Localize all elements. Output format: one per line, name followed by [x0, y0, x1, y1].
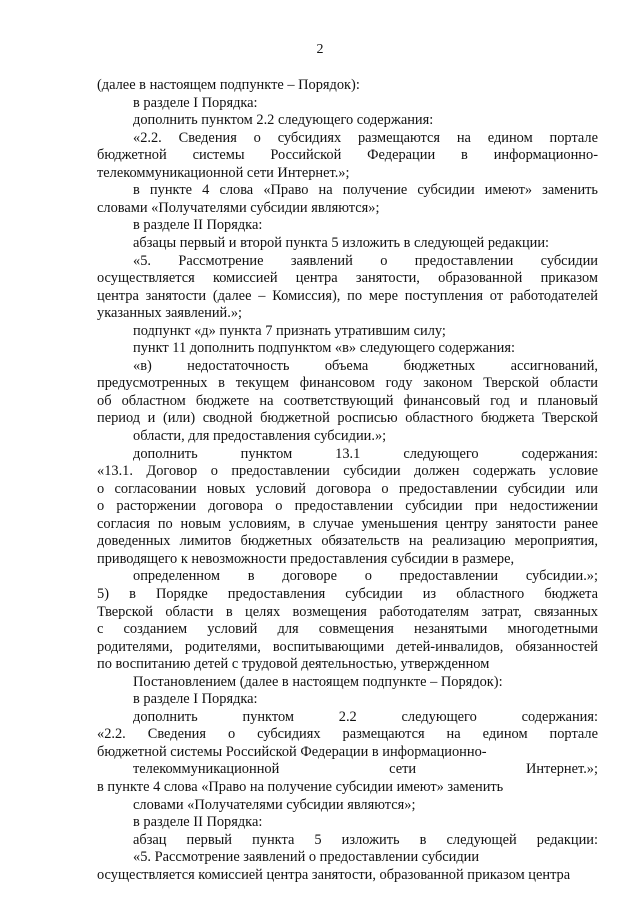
text-line: бюджетной системы Российской Федерации в информационно- — [97, 744, 487, 760]
page-number: 2 — [316, 42, 324, 57]
text-line: подпункт «д» пункта 7 признать утратившим силу; — [133, 323, 446, 339]
text-line: в разделе II Порядка: — [133, 814, 263, 830]
text-line: «2.2. Сведения о субсидиях размещаются на едином портале — [133, 130, 598, 146]
text-line: указанных заявлений.»; — [97, 305, 243, 321]
text-line: осуществляется комиссией центра занятости, образованной приказом центра — [97, 867, 571, 883]
text-line: «5. Рассмотрение заявлений о предоставлении субсидии — [133, 253, 598, 269]
text-line: в пункте 4 слова «Право на получение субсидии имеют» заменить — [97, 779, 504, 795]
text-line: абзацы первый и второй пункта 5 изложить в следующей редакции: — [133, 235, 550, 251]
text-line: период и (или) сводной бюджетной росписью областного бюджета Тверской — [97, 410, 598, 426]
text-line: в пункте 4 слова «Право на получение субсидии имеют» заменить — [133, 182, 598, 198]
text-line: об областном бюджете на соответствующий финансовый год и плановый — [97, 393, 598, 409]
text-line: с созданием условий для совмещения незанятыми многодетными — [97, 621, 598, 637]
text-line: телекоммуникационной сети Интернет.»; — [133, 761, 598, 777]
text-line: центра занятости (далее – Комиссия), по мере поступления от работодателей — [97, 288, 598, 304]
text-line: о согласовании новых условий договора о предоставлении субсидии или — [97, 481, 598, 497]
text-line: словами «Получателями субсидии являются»; — [133, 797, 416, 813]
text-line: Тверской области в целях возмещения работодателям затрат, связанных — [97, 604, 598, 620]
text-line: родителями, родителями, воспитывающими детей-инвалидов, обязанностей — [97, 639, 598, 655]
text-line: дополнить пунктом 13.1 следующего содержания: — [133, 446, 598, 462]
text-line: в разделе I Порядка: — [133, 691, 258, 707]
text-line: «в) недостаточность объема бюджетных ассигнований, — [133, 358, 598, 374]
text-line: бюджетной системы Российской Федерации в информационно- — [97, 147, 598, 163]
text-line: (далее в настоящем подпункте – Порядок): — [97, 77, 360, 93]
text-line: осуществляется комиссией центра занятости, образованной приказом — [97, 270, 598, 286]
text-line: согласия по новым условиям, в случае уменьшения центру занятости ранее — [97, 516, 598, 532]
text-line: абзац первый пункта 5 изложить в следующей редакции: — [133, 832, 598, 848]
text-line: «2.2. Сведения о субсидиях размещаются на едином портале — [97, 726, 598, 742]
text-line: словами «Получателями субсидии являются»; — [97, 200, 380, 216]
text-line: приводящего к невозможности предоставления субсидии в размере, — [97, 551, 515, 567]
text-line: в разделе I Порядка: — [133, 95, 258, 111]
text-line: предусмотренных в текущем финансовом году законом Тверской области — [97, 375, 598, 391]
text-line: Постановлением (далее в настоящем подпункте – Порядок): — [133, 674, 503, 690]
text-line: телекоммуникационной сети Интернет.»; — [97, 165, 350, 181]
text-line: 5) в Порядке предоставления субсидии из областного бюджета — [97, 586, 598, 602]
text-line: пункт 11 дополнить подпунктом «в» следующего содержания: — [133, 340, 515, 356]
text-line: по воспитанию детей с трудовой деятельностью, утвержденном — [97, 656, 490, 672]
text-line: дополнить пунктом 2.2 следующего содержания: — [133, 112, 434, 128]
text-line: доведенных лимитов бюджетных обязательств на реализацию мероприятия, — [97, 533, 598, 549]
text-line: «13.1. Договор о предоставлении субсидии должен содержать условие — [97, 463, 598, 479]
text-line: о расторжении договора о предоставлении субсидии при недостижении — [97, 498, 598, 514]
text-line: «5. Рассмотрение заявлений о предоставлении субсидии — [133, 849, 480, 865]
text-line: дополнить пунктом 2.2 следующего содержания: — [133, 709, 598, 725]
text-line: области, для предоставления субсидии.»; — [133, 428, 387, 444]
text-line: в разделе II Порядка: — [133, 217, 263, 233]
text-line: определенном в договоре о предоставлении субсидии.»; — [133, 568, 598, 584]
